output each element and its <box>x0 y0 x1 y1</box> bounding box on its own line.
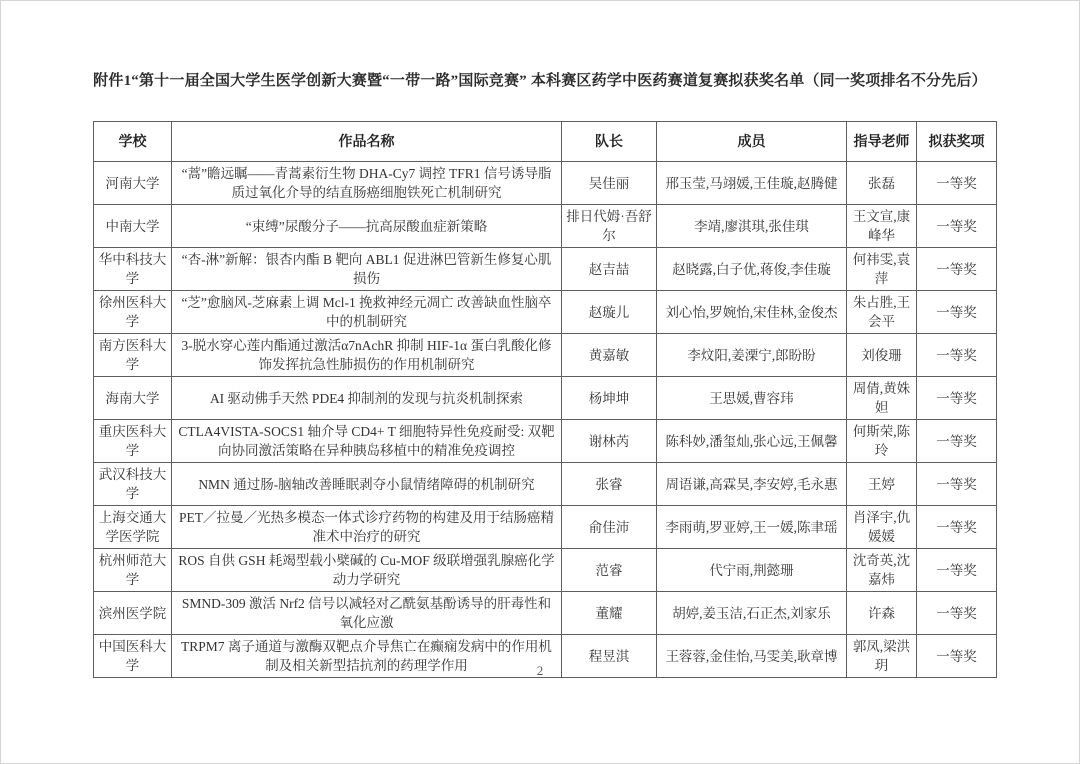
cell-advisors: 张磊 <box>847 162 917 205</box>
cell-award: 一等奖 <box>917 334 997 377</box>
cell-work-title: SMND-309 激活 Nrf2 信号以减轻对乙酰氨基酚诱导的肝毒性和氧化应激 <box>172 592 562 635</box>
cell-leader: 杨坤坤 <box>562 377 657 420</box>
cell-members: 李靖,廖淇琪,张佳琪 <box>657 205 847 248</box>
header-work-title: 作品名称 <box>172 122 562 162</box>
cell-leader: 赵璇儿 <box>562 291 657 334</box>
cell-leader: 谢林芮 <box>562 420 657 463</box>
cell-members: 王思媛,曹容玮 <box>657 377 847 420</box>
cell-leader: 范睿 <box>562 549 657 592</box>
cell-work-title: PET／拉曼／光热多模态一体式诊疗药物的构建及用于结肠癌精准术中治疗的研究 <box>172 506 562 549</box>
table-row <box>94 506 997 549</box>
cell-leader: 董耀 <box>562 592 657 635</box>
table-row <box>94 205 997 248</box>
cell-award: 一等奖 <box>917 205 997 248</box>
cell-school: 上海交通大学医学院 <box>94 506 172 549</box>
cell-award: 一等奖 <box>917 420 997 463</box>
cell-award: 一等奖 <box>917 377 997 420</box>
document-title: 附件1“第十一届全国大学生医学创新大赛暨“一带一路”国际竞赛” 本科赛区药学中医药赛道复赛拟获奖名单（同一奖项排名不分先后） <box>93 73 987 89</box>
table-row <box>94 377 997 420</box>
table-body <box>94 162 997 678</box>
cell-school: 海南大学 <box>94 377 172 420</box>
header-members: 成员 <box>657 122 847 162</box>
table-row <box>94 549 997 592</box>
cell-advisors: 许森 <box>847 592 917 635</box>
cell-advisors: 郭凤,梁洪玥 <box>847 635 917 678</box>
cell-advisors: 沈奇英,沈嘉炜 <box>847 549 917 592</box>
table-row <box>94 248 997 291</box>
cell-leader: 张睿 <box>562 463 657 506</box>
cell-work-title: “芝”愈脑风-芝麻素上调 Mcl-1 挽救神经元凋亡 改善缺血性脑卒中的机制研究 <box>172 291 562 334</box>
cell-school: 中南大学 <box>94 205 172 248</box>
cell-school: 中国医科大学 <box>94 635 172 678</box>
cell-work-title: “束缚”尿酸分子——抗高尿酸血症新策略 <box>172 205 562 248</box>
cell-work-title: AI 驱动佛手天然 PDE4 抑制剂的发现与抗炎机制探索 <box>172 377 562 420</box>
cell-advisors: 王婷 <box>847 463 917 506</box>
cell-leader: 黄嘉敏 <box>562 334 657 377</box>
cell-work-title: TRPM7 离子通道与激酶双靶点介导焦亡在癫痫发病中的作用机制及相关新型拮抗剂的药理学作用 <box>172 635 562 678</box>
cell-school: 南方医科大学 <box>94 334 172 377</box>
cell-members: 周语谦,高霖昊,李安婷,毛永惠 <box>657 463 847 506</box>
cell-award: 一等奖 <box>917 162 997 205</box>
cell-work-title: ROS 自供 GSH 耗竭型载小檗碱的 Cu-MOF 级联增强乳腺癌化学动力学研究 <box>172 549 562 592</box>
cell-advisors: 何祎雯,袁萍 <box>847 248 917 291</box>
cell-work-title: “杏-淋”新解：银杏内酯 B 靶向 ABL1 促进淋巴管新生修复心肌损伤 <box>172 248 562 291</box>
cell-advisors: 周倩,黄姝妲 <box>847 377 917 420</box>
header-advisors: 指导老师 <box>847 122 917 162</box>
cell-leader: 赵吉喆 <box>562 248 657 291</box>
cell-work-title: CTLA4VISTA-SOCS1 轴介导 CD4+ T 细胞特异性免疫耐受: 双靶向协同激活策略在异种胰岛移植中的精准免疫调控 <box>172 420 562 463</box>
cell-award: 一等奖 <box>917 248 997 291</box>
cell-members: 代宁雨,荆懿珊 <box>657 549 847 592</box>
cell-leader: 排日代姆·吾舒尔 <box>562 205 657 248</box>
cell-school: 重庆医科大学 <box>94 420 172 463</box>
cell-members: 邢玉莹,马翊媛,王佳璇,赵腾健 <box>657 162 847 205</box>
cell-members: 陈科妙,潘玺灿,张心远,王佩馨 <box>657 420 847 463</box>
cell-members: 赵晓露,白子优,蒋俊,李佳璇 <box>657 248 847 291</box>
page-number: 2 <box>536 663 544 678</box>
cell-advisors: 朱占胜,王会平 <box>847 291 917 334</box>
cell-award: 一等奖 <box>917 549 997 592</box>
table-row <box>94 420 997 463</box>
table-row <box>94 162 997 205</box>
table-row <box>94 291 997 334</box>
table-row <box>94 463 997 506</box>
cell-members: 李雨萌,罗亚婷,王一媛,陈聿瑶 <box>657 506 847 549</box>
cell-school: 河南大学 <box>94 162 172 205</box>
cell-members: 王蓉蓉,金佳怡,马雯美,耿章博 <box>657 635 847 678</box>
cell-award: 一等奖 <box>917 291 997 334</box>
cell-members: 刘心怡,罗婉怡,宋佳林,金俊杰 <box>657 291 847 334</box>
cell-work-title: NMN 通过肠-脑轴改善睡眠剥夺小鼠情绪障碍的机制研究 <box>172 463 562 506</box>
cell-school: 华中科技大学 <box>94 248 172 291</box>
cell-award: 一等奖 <box>917 635 997 678</box>
table-row <box>94 334 997 377</box>
cell-members: 胡婷,姜玉洁,石正杰,刘家乐 <box>657 592 847 635</box>
cell-leader: 吴佳丽 <box>562 162 657 205</box>
table-row <box>94 592 997 635</box>
header-award: 拟获奖项 <box>917 122 997 162</box>
cell-members: 李炆阳,姜溧宁,郎盼盼 <box>657 334 847 377</box>
awards-table <box>93 121 997 678</box>
header-school: 学校 <box>94 122 172 162</box>
cell-advisors: 何斯荣,陈玲 <box>847 420 917 463</box>
cell-award: 一等奖 <box>917 506 997 549</box>
cell-school: 滨州医学院 <box>94 592 172 635</box>
header-leader: 队长 <box>562 122 657 162</box>
cell-work-title: “蒿”瞻远瞩——青蒿素衍生物 DHA-Cy7 调控 TFR1 信号诱导脂质过氧化介导的结直肠癌细胞铁死亡机制研究 <box>172 162 562 205</box>
cell-leader: 程昱淇 <box>562 635 657 678</box>
cell-award: 一等奖 <box>917 592 997 635</box>
cell-work-title: 3-脱水穿心莲内酯通过激活α7nAchR 抑制 HIF-1α 蛋白乳酸化修饰发挥抗急性肺损伤的作用机制研究 <box>172 334 562 377</box>
cell-school: 武汉科技大学 <box>94 463 172 506</box>
cell-leader: 俞佳沛 <box>562 506 657 549</box>
cell-school: 杭州师范大学 <box>94 549 172 592</box>
cell-school: 徐州医科大学 <box>94 291 172 334</box>
cell-advisors: 肖泽宇,仇媛媛 <box>847 506 917 549</box>
cell-advisors: 王文宣,康峰华 <box>847 205 917 248</box>
cell-award: 一等奖 <box>917 463 997 506</box>
table-header-row <box>94 122 997 162</box>
cell-advisors: 刘俊珊 <box>847 334 917 377</box>
